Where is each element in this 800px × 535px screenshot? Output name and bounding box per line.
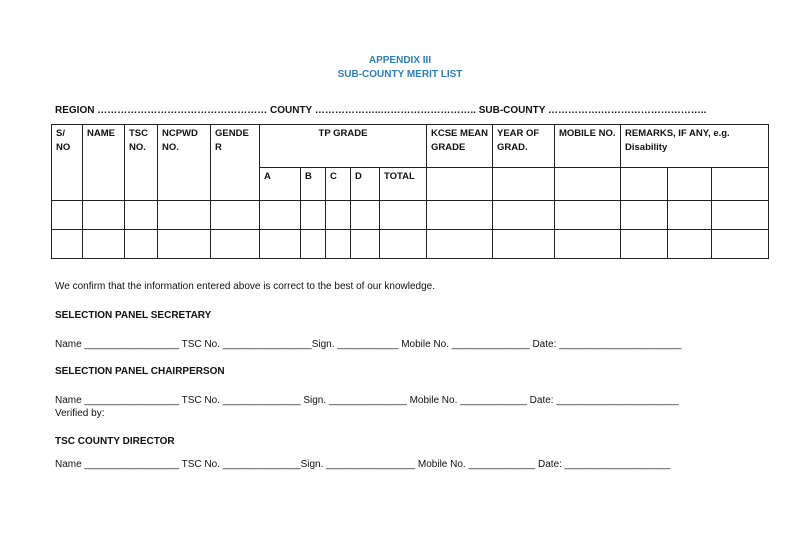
- table-row: [52, 230, 769, 259]
- county-director-signature-line: Name _________________ TSC No. ______________Sign. ________________ Mobile No. ____________ Date: ___________________: [55, 459, 671, 470]
- secretary-signature-line: Name _________________ TSC No. ________________Sign. ___________ Mobile No. ______________ Date: ______________________: [55, 339, 682, 350]
- confirmation-statement: We confirm that the information entered above is correct to the best of our knowledge.: [55, 281, 436, 292]
- header-tsc-no: TSC NO.: [125, 125, 158, 201]
- header-name: NAME: [83, 125, 125, 201]
- region-county-line: REGION …………………………………………… COUNTY ………………..……………………….. SUB-COUNTY …………….…………………………..: [55, 105, 707, 116]
- appendix-heading: APPENDIX III: [368, 55, 432, 66]
- table-row: [52, 201, 769, 230]
- header-remarks: REMARKS, IF ANY, e.g. Disability: [621, 125, 769, 168]
- subheader-total: TOTAL: [380, 168, 427, 201]
- chairperson-signature-line: Name _________________ TSC No. ______________ Sign. ______________ Mobile No. ____________ Date: ______________________: [55, 395, 679, 406]
- header-mobile-no: MOBILE NO.: [555, 125, 621, 168]
- header-year-of-grad: YEAR OF GRAD.: [493, 125, 555, 168]
- header-ncpwd-no: NCPWD NO.: [158, 125, 211, 201]
- verified-by-label: Verified by:: [55, 408, 105, 419]
- merit-list-table: [51, 124, 769, 259]
- header-sno: S/ NO: [52, 125, 83, 201]
- subheader-b: B: [301, 168, 326, 201]
- document-title: SUB-COUNTY MERIT LIST: [337, 69, 463, 80]
- header-tp-grade: TP GRADE: [260, 125, 427, 168]
- subheader-d: D: [351, 168, 380, 201]
- subheader-c: C: [326, 168, 351, 201]
- subheader-a: A: [260, 168, 301, 201]
- county-director-section-title: TSC COUNTY DIRECTOR: [55, 436, 175, 447]
- header-gender: GENDE R: [211, 125, 260, 201]
- header-kcse-mean-grade: KCSE MEAN GRADE: [427, 125, 493, 168]
- chairperson-section-title: SELECTION PANEL CHAIRPERSON: [55, 366, 225, 377]
- secretary-section-title: SELECTION PANEL SECRETARY: [55, 310, 212, 321]
- table-header-row: [52, 125, 769, 168]
